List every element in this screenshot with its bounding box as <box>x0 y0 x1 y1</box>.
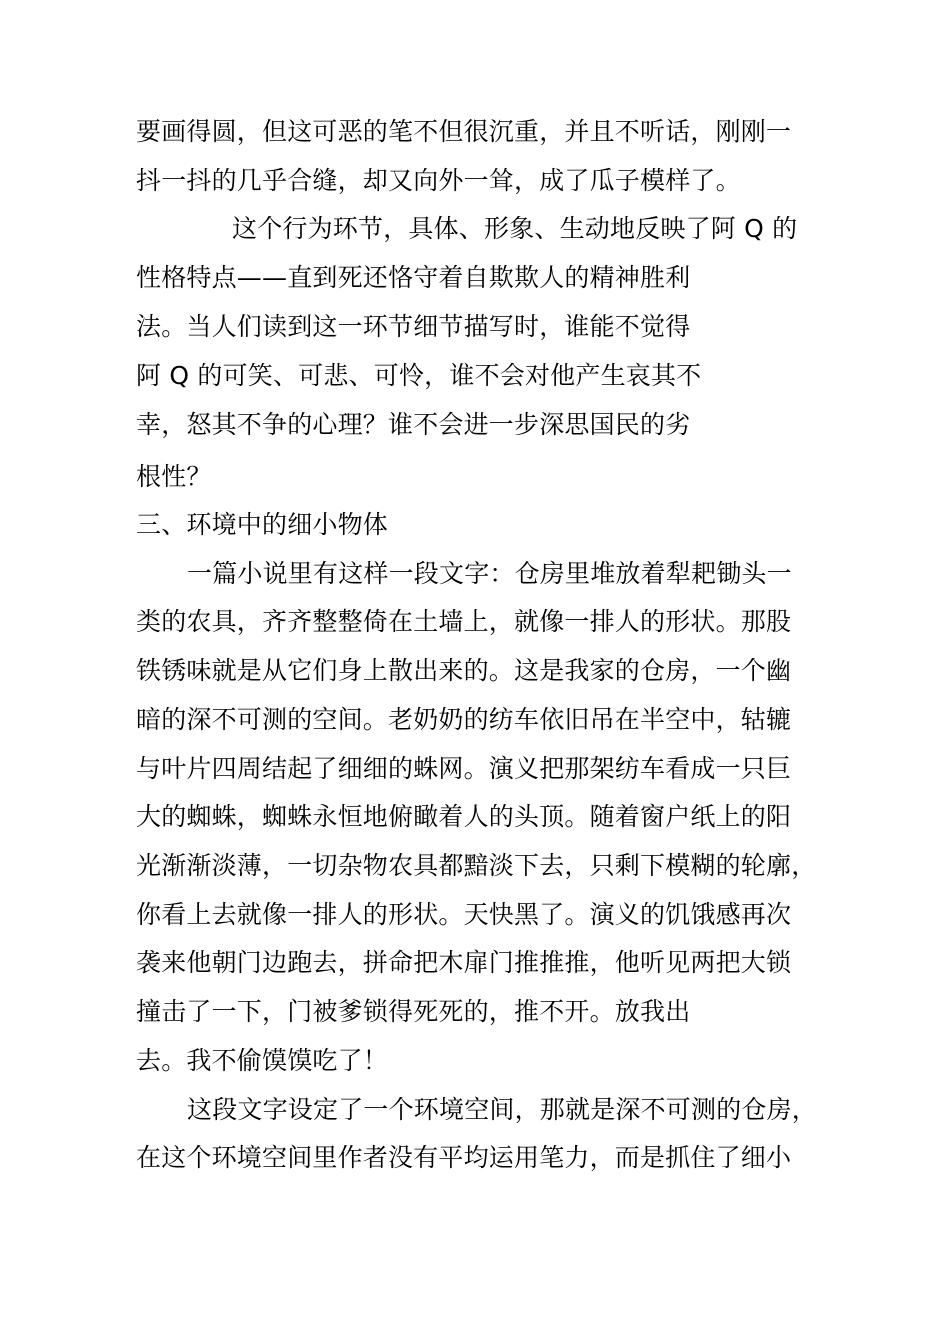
paragraph-first-line: 一篇小说里有这样一段文字：仓房里堆放着犁耙锄头一 <box>187 559 792 588</box>
text-line: 光渐渐淡薄，一切杂物农具都黯淡下去，只剩下模糊的轮廓， <box>136 851 817 880</box>
text-line: 暗的深不可测的空间。老奶奶的纺车依旧吊在半空中，轱辘 <box>136 705 792 734</box>
text-line: 法。当人们读到这一环节细节描写时，谁能不觉得 <box>136 312 691 341</box>
text-line: 抖一抖的几乎合缝，却又向外一耸，成了瓜子模样了。 <box>136 166 741 195</box>
text-line: 在这个环境空间里作者没有平均运用笔力，而是抓住了细小 <box>136 1143 792 1172</box>
section-heading: 三、环境中的细小物体 <box>136 510 389 539</box>
text-line: 类的农具，齐齐整整倚在土墙上，就像一排人的形状。那股 <box>136 607 792 636</box>
text-line: 幸，怒其不争的心理？谁不会进一步深思国民的劣 <box>136 410 691 439</box>
text-line: 阿 Q 的可笑、可悲、可怜，谁不会对他产生哀其不 <box>136 361 702 390</box>
text-line: 铁锈味就是从它们身上散出来的。这是我家的仓房，一个幽 <box>136 656 792 685</box>
text-line: 撞击了一下，门被爹锁得死死的，推不开。放我出 <box>136 997 691 1026</box>
text-line: 去。我不偷馍馍吃了！ <box>136 1046 389 1075</box>
text-line: 根性？ <box>136 462 212 491</box>
text-line: 大的蜘蛛，蜘蛛永恒地俯瞰着人的头顶。随着窗户纸上的阳 <box>136 802 792 831</box>
text-line: 与叶片四周结起了细细的蛛网。演义把那架纺车看成一只巨 <box>136 754 792 783</box>
text-line: 性格特点——直到死还恪守着自欺欺人的精神胜利 <box>136 263 691 292</box>
paragraph-first-line: 这段文字设定了一个环境空间，那就是深不可测的仓房， <box>187 1095 818 1124</box>
paragraph-first-line: 这个行为环节，具体、形象、生动地反映了阿 Q 的 <box>232 214 798 243</box>
text-line: 要画得圆，但这可恶的笔不但很沉重，并且不听话，刚刚一 <box>136 117 792 146</box>
text-line: 你看上去就像一排人的形状。天快黑了。演义的饥饿感再次 <box>136 900 792 929</box>
text-line: 袭来他朝门边跑去，拼命把木扉门推推推，他听见两把大锁 <box>136 948 792 977</box>
